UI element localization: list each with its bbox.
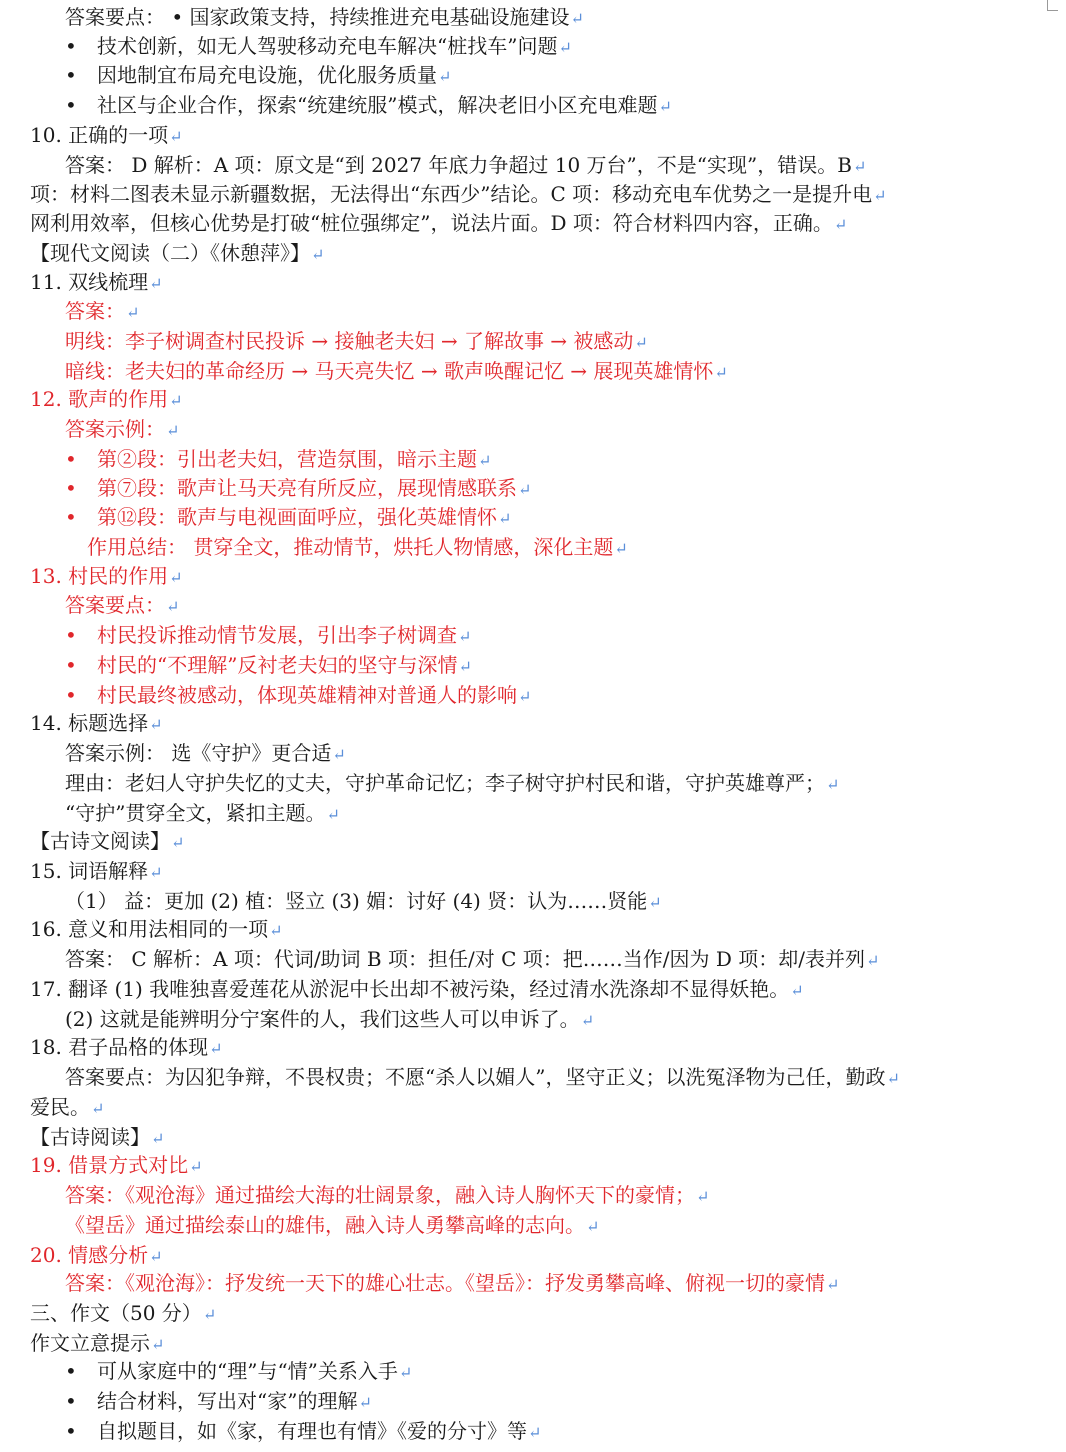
paragraph-mark-icon: ↵ [151, 1129, 165, 1148]
paragraph-mark-icon: ↵ [580, 1011, 595, 1030]
line-text: 自拟题目，如《家，有理也有情》《爱的分寸》等 [97, 1419, 527, 1443]
text-line [0, 502, 1066, 532]
paragraph-mark-icon: ↵ [696, 1187, 710, 1206]
line-text: 答案示例： [65, 417, 165, 441]
text-line [0, 914, 1066, 944]
text-line [0, 1356, 1066, 1386]
text-line [0, 532, 1066, 562]
text-line [0, 826, 1066, 856]
text-line [0, 944, 1066, 974]
paragraph-mark-icon: ↵ [166, 597, 180, 616]
text-line [0, 856, 1066, 886]
paragraph-mark-icon: ↵ [189, 1157, 203, 1176]
paragraph-mark-icon: ↵ [269, 921, 283, 940]
text-line [0, 208, 1066, 238]
text-line [0, 1386, 1066, 1416]
paragraph-mark-icon: ↵ [714, 363, 728, 382]
line-text: 16. 意义和用法相同的一项 [30, 917, 269, 941]
line-text: 因地制宜布局充电设施，优化服务质量 [97, 63, 437, 87]
line-text: 《望岳》通过描绘泰山的雄伟，融入诗人勇攀高峰的志向。 [65, 1213, 585, 1237]
line-text: 【古诗阅读】 [30, 1125, 150, 1149]
paragraph-mark-icon: ↵ [518, 687, 532, 706]
text-line [0, 1150, 1066, 1180]
text-line [0, 974, 1066, 1004]
line-text: (2) 这就是能辨明分宁案件的人，我们这些人可以申诉了。 [65, 1007, 580, 1031]
paragraph-mark-icon: ↵ [558, 38, 572, 57]
text-line [0, 179, 1066, 209]
paragraph-mark-icon: ↵ [458, 627, 472, 646]
bullet-icon: • [65, 683, 77, 707]
text-line [0, 120, 1066, 150]
paragraph-mark-icon: ↵ [826, 775, 840, 794]
text-line [0, 1180, 1066, 1210]
line-text: 可从家庭中的“理”与“情”关系入手 [97, 1359, 398, 1383]
paragraph-mark-icon: ↵ [634, 333, 648, 352]
paragraph-mark-icon: ↵ [149, 274, 163, 293]
paragraph-mark-icon: ↵ [202, 1305, 217, 1324]
line-text: “守护”贯穿全文，紧扣主题。 [65, 801, 326, 825]
line-text: 明线：李子树调查村民投诉 → 接触老夫妇 → 了解故事 → 被感动 [65, 329, 634, 353]
text-line [0, 738, 1066, 768]
paragraph-mark-icon: ↵ [169, 568, 183, 587]
text-line [0, 296, 1066, 326]
line-text: 作用总结： 贯穿全文，推动情节，烘托人物情感，深化主题 [87, 535, 614, 559]
text-line [0, 444, 1066, 474]
line-text: （1） 益：更加 (2) 植：竖立 (3) 媚：讨好 (4) 贤：认为……贤能 [65, 889, 648, 913]
line-text: 答案：《观沧海》：抒发统一天下的雄心壮志。《望岳》：抒发勇攀高峰、俯视一切的豪情 [65, 1271, 825, 1295]
paragraph-mark-icon: ↵ [478, 451, 492, 470]
paragraph-mark-icon: ↵ [826, 1275, 840, 1294]
line-text: 三、作文（50 分） [30, 1301, 202, 1325]
line-text: 作文立意提示 [30, 1331, 150, 1355]
text-line [0, 90, 1066, 120]
paragraph-mark-icon: ↵ [586, 1217, 600, 1236]
line-text: 答案：《观沧海》通过描绘大海的壮阔景象，融入诗人胸怀天下的豪情； [65, 1183, 695, 1207]
text-line [0, 1032, 1066, 1062]
text-line [0, 680, 1066, 710]
paragraph-mark-icon: ↵ [570, 9, 584, 28]
paragraph-mark-icon: ↵ [865, 951, 880, 970]
text-line [0, 473, 1066, 503]
line-text: 11. 双线梳理 [30, 270, 149, 294]
paragraph-mark-icon: ↵ [833, 215, 848, 234]
line-text: 结合材料，写出对“家”的理解 [97, 1389, 358, 1413]
paragraph-mark-icon: ↵ [458, 657, 472, 676]
bullet-icon: • [65, 623, 77, 647]
paragraph-mark-icon: ↵ [658, 97, 672, 116]
paragraph-mark-icon: ↵ [311, 245, 325, 264]
line-text: 13. 村民的作用 [30, 564, 169, 588]
line-text: 暗线：老夫妇的革命经历 → 马天亮失忆 → 歌声唤醒记忆 → 展现英雄情怀 [65, 359, 714, 383]
text-line [0, 31, 1066, 61]
line-text: 【现代文阅读（二）《休憩萍》】 [30, 241, 310, 265]
line-text: 14. 标题选择 [30, 711, 149, 735]
bullet-icon: • [65, 63, 77, 87]
paragraph-mark-icon: ↵ [873, 186, 887, 205]
line-text: 村民投诉推动情节发展，引出李子树调查 [97, 623, 457, 647]
bullet-icon: • [65, 447, 77, 471]
text-line [0, 60, 1066, 90]
text-line [0, 1092, 1066, 1122]
text-line [0, 238, 1066, 268]
paragraph-mark-icon: ↵ [149, 715, 163, 734]
line-text: 17. 翻译 (1) 我唯独喜爱莲花从淤泥中长出却不被污染，经过清水洗涤却不显得妖艳。 [30, 977, 790, 1001]
line-text: 答案示例： 选《守护》更合适 [65, 741, 332, 765]
bullet-icon: • [65, 93, 77, 117]
line-text: 技术创新，如无人驾驶移动充电车解决“桩找车”问题 [97, 34, 558, 58]
text-line [0, 886, 1066, 916]
line-text: 村民最终被感动，体现英雄精神对普通人的影响 [97, 683, 517, 707]
paragraph-mark-icon: ↵ [169, 127, 183, 146]
line-text: 【古诗文阅读】 [30, 829, 170, 853]
text-line [0, 326, 1066, 356]
text-line [0, 1004, 1066, 1034]
line-text: 答案： D 解析：A 项：原文是“到 2027 年底力争超过 10 万台”，不是“实现”，错误。B [65, 153, 852, 177]
text-line [0, 708, 1066, 738]
line-text: 理由：老妇人守护失忆的丈夫，守护革命记忆；李子树守护村民和谐，守护英雄尊严； [65, 771, 825, 795]
paragraph-mark-icon: ↵ [149, 1247, 163, 1266]
text-line [0, 414, 1066, 444]
line-text: 答案要点： • 国家政策支持，持续推进充电基础设施建设 [65, 5, 570, 29]
bullet-icon: • [65, 34, 77, 58]
paragraph-mark-icon: ↵ [614, 539, 628, 558]
paragraph-mark-icon: ↵ [166, 421, 180, 440]
paragraph-mark-icon: ↵ [886, 1069, 900, 1088]
text-line [0, 150, 1066, 180]
paragraph-mark-icon: ↵ [326, 805, 340, 824]
text-line [0, 1416, 1066, 1446]
text-line [0, 650, 1066, 680]
paragraph-mark-icon: ↵ [126, 303, 140, 322]
line-text: 第⑦段：歌声让马天亮有所反应，展现情感联系 [97, 476, 517, 500]
line-text: 社区与企业合作，探索“统建统服”模式，解决老旧小区充电难题 [97, 93, 658, 117]
text-line [0, 1298, 1066, 1328]
line-text: 村民的“不理解”反衬老夫妇的坚守与深情 [97, 653, 458, 677]
line-text: 答案要点： [65, 593, 165, 617]
line-text: 网利用效率，但核心优势是打破“桩位强绑定”，说法片面。D 项：符合材料四内容，正确。 [30, 211, 833, 235]
line-text: 15. 词语解释 [30, 859, 149, 883]
bullet-icon: • [65, 476, 77, 500]
line-text: 12. 歌声的作用 [30, 387, 169, 411]
paragraph-mark-icon: ↵ [149, 863, 163, 882]
text-line [0, 1268, 1066, 1298]
paragraph-mark-icon: ↵ [151, 1335, 165, 1354]
line-text: 答案： C 解析：A 项：代词/助词 B 项：担任/对 C 项：把……当作/因为 D 项：却/表并列 [65, 947, 865, 971]
paragraph-mark-icon: ↵ [438, 67, 452, 86]
bullet-icon: • [65, 653, 77, 677]
bullet-icon: • [65, 1419, 77, 1443]
paragraph-mark-icon: ↵ [398, 1363, 413, 1382]
paragraph-mark-icon: ↵ [648, 893, 662, 912]
line-text: 答案： [65, 299, 125, 323]
paragraph-mark-icon: ↵ [518, 480, 532, 499]
line-text: 第②段：引出老夫妇，营造氛围，暗示主题 [97, 447, 477, 471]
bullet-icon: • [65, 505, 77, 529]
text-line [0, 1240, 1066, 1270]
paragraph-mark-icon: ↵ [790, 981, 804, 1000]
text-line [0, 356, 1066, 386]
line-text: 19. 借景方式对比 [30, 1153, 189, 1177]
paragraph-mark-icon: ↵ [169, 391, 183, 410]
text-line [0, 590, 1066, 620]
paragraph-mark-icon: ↵ [332, 745, 346, 764]
line-text: 10. 正确的一项 [30, 123, 169, 147]
text-line [0, 798, 1066, 828]
text-line [0, 1328, 1066, 1358]
line-text: 答案要点：为囚犯争辩，不畏权贵；不愿“杀人以媚人”，坚守正义；以洗冤泽物为己任，勤政 [65, 1065, 886, 1089]
paragraph-mark-icon: ↵ [528, 1423, 542, 1442]
paragraph-mark-icon: ↵ [852, 157, 867, 176]
paragraph-mark-icon: ↵ [358, 1393, 372, 1412]
paragraph-mark-icon: ↵ [209, 1039, 223, 1058]
text-line [0, 1210, 1066, 1240]
bullet-icon: • [65, 1359, 77, 1383]
line-text: 20. 情感分析 [30, 1243, 149, 1267]
text-line [0, 384, 1066, 414]
text-line [0, 768, 1066, 798]
paragraph-mark-icon: ↵ [91, 1099, 105, 1118]
text-line [0, 561, 1066, 591]
line-text: 项：材料二图表未显示新疆数据，无法得出“东西少”结论。C 项：移动充电车优势之一是提升电 [30, 182, 873, 206]
line-text: 第⑫段：歌声与电视画面呼应，强化英雄情怀 [97, 505, 497, 529]
text-line [0, 2, 1066, 32]
bullet-icon: • [65, 1389, 77, 1413]
line-text: 18. 君子品格的体现 [30, 1035, 209, 1059]
text-line [0, 620, 1066, 650]
paragraph-mark-icon: ↵ [498, 509, 512, 528]
text-line [0, 267, 1066, 297]
line-text: 爱民。 [30, 1095, 90, 1119]
text-line [0, 1122, 1066, 1152]
text-line [0, 1062, 1066, 1092]
paragraph-mark-icon: ↵ [171, 833, 185, 852]
